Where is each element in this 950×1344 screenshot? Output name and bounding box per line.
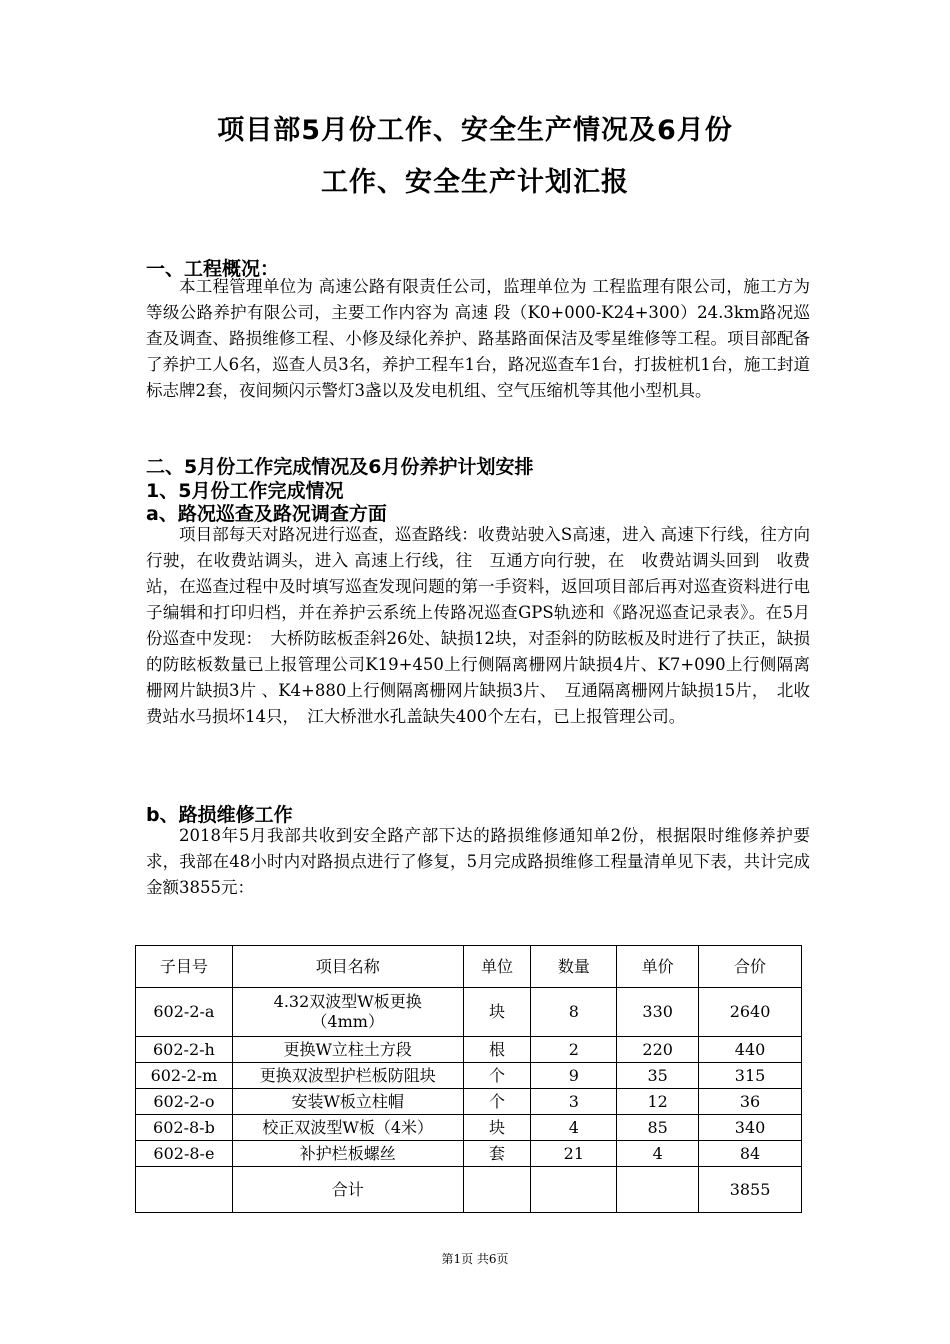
table-cell: 补护栏板螺丝 bbox=[232, 1141, 463, 1167]
table-cell bbox=[617, 1167, 699, 1213]
table-cell: 220 bbox=[617, 1037, 699, 1063]
subsection-a-heading: a、路况巡查及路况调查方面 bbox=[146, 503, 387, 525]
table-cell: 2640 bbox=[699, 988, 802, 1037]
subsection-b-heading: b、路损维修工作 bbox=[146, 804, 293, 826]
report-title-line-1: 项目部5月份工作、安全生产情况及6月份 bbox=[217, 115, 733, 146]
table-cell: 340 bbox=[699, 1115, 802, 1141]
table-cell: 校正双波型W板（4米） bbox=[232, 1115, 463, 1141]
column-header: 单位 bbox=[463, 946, 531, 988]
table-cell: 4 bbox=[531, 1115, 617, 1141]
table-cell bbox=[136, 1167, 233, 1213]
table-row bbox=[136, 1089, 802, 1115]
table-cell: 12 bbox=[617, 1089, 699, 1115]
table-row bbox=[136, 988, 802, 1037]
column-header: 单价 bbox=[617, 946, 699, 988]
repair-cost-table bbox=[135, 945, 802, 1213]
table-row bbox=[136, 1037, 802, 1063]
section-2-heading: 二、5月份工作完成情况及6月份养护计划安排 bbox=[146, 456, 534, 478]
total-value: 3855 bbox=[699, 1167, 802, 1213]
column-header: 子目号 bbox=[136, 946, 233, 988]
page-footer: 第1页 共6页 bbox=[441, 1252, 509, 1266]
table-cell: 84 bbox=[699, 1141, 802, 1167]
table-cell: 440 bbox=[699, 1037, 802, 1063]
table-cell: 85 bbox=[617, 1115, 699, 1141]
column-header: 数量 bbox=[531, 946, 617, 988]
table-row bbox=[136, 1115, 802, 1141]
table-header-row bbox=[136, 946, 802, 988]
table-cell: 个 bbox=[463, 1063, 531, 1089]
subsection-a-body: 项目部每天对路况进行巡查，巡查路线：收费站驶入S高速，进入 高速下行线，往方向行驶，在收费站调头，进入 高速上行线，往 互通方向行驶，在 收费站调头回到 收费站，在巡查过程中及时填写巡查发现问题的第一手资料，返回项目部后再对巡查资料进行电子编辑和打印归档，并在养护云系统上传路况巡查GPS轨迹和《路况巡查记录表》。在5月份巡查中发现： 大桥防眩板歪斜26处、缺损12块，对歪斜的防眩板及时进行了扶正，缺损的防眩板数量已上报管理公司K19+450上行侧隔离栅网片缺损4片、K7+090上行侧隔离栅网片缺损3片 、K4+880上行侧隔离栅网片缺损3片、 互通隔离栅网片缺损15片， 北收费站水马损坏14只， 江大桥泄水孔盖缺失400个左右，已上报管理公司。 bbox=[146, 525, 810, 726]
table-total-row bbox=[136, 1167, 802, 1213]
table-cell: 315 bbox=[699, 1063, 802, 1089]
table-cell: 8 bbox=[531, 988, 617, 1037]
column-header: 合价 bbox=[699, 946, 802, 988]
table-cell: 4.32双波型W板更换（4mm） bbox=[232, 988, 463, 1037]
table-cell: 9 bbox=[531, 1063, 617, 1089]
section-1-body: 本工程管理单位为 高速公路有限责任公司，监理单位为 工程监理有限公司，施工方为 等级公路养护有限公司，主要工作内容为 高速 段（K0+000-K24+300）24.3km路况巡查及调查、路损维修工程、小修及绿化养护、路基路面保洁及零星维修等工程。项目部配备了养护工人6名，巡查人员3名，养护工程车1台，路况巡查车1台，打拔桩机1台，施工封道标志牌2套，夜间频闪示警灯3盏以及发电机组、空气压缩机等其他小型机具。 bbox=[146, 277, 810, 400]
table-cell: 块 bbox=[463, 1115, 531, 1141]
table-row bbox=[136, 1141, 802, 1167]
table-cell: 21 bbox=[531, 1141, 617, 1167]
table-cell: 602-2-m bbox=[136, 1063, 233, 1089]
table-cell: 36 bbox=[699, 1089, 802, 1115]
subsection-1-heading: 1、5月份工作完成情况 bbox=[146, 480, 344, 502]
table-row bbox=[136, 1063, 802, 1089]
table-cell: 330 bbox=[617, 988, 699, 1037]
total-label: 合计 bbox=[232, 1167, 463, 1213]
table-cell: 块 bbox=[463, 988, 531, 1037]
table-cell: 602-2-o bbox=[136, 1089, 233, 1115]
table-cell: 602-2-h bbox=[136, 1037, 233, 1063]
table-cell: 个 bbox=[463, 1089, 531, 1115]
table-cell bbox=[463, 1167, 531, 1213]
report-title-line-2: 工作、安全生产计划汇报 bbox=[321, 167, 629, 198]
table-cell: 602-8-b bbox=[136, 1115, 233, 1141]
table-cell: 根 bbox=[463, 1037, 531, 1063]
subsection-b-body: 2018年5月我部共收到安全路产部下达的路损维修通知单2份，根据限时维修养护要求，我部在48小时内对路损点进行了修复，5月完成路损维修工程量清单见下表，共计完成金额3855元： bbox=[146, 826, 810, 897]
table-cell bbox=[531, 1167, 617, 1213]
table-cell: 安装W板立柱帽 bbox=[232, 1089, 463, 1115]
column-header: 项目名称 bbox=[232, 946, 463, 988]
table-cell: 602-8-e bbox=[136, 1141, 233, 1167]
table-cell: 更换W立柱土方段 bbox=[232, 1037, 463, 1063]
table-cell: 套 bbox=[463, 1141, 531, 1167]
table-cell: 3 bbox=[531, 1089, 617, 1115]
table-cell: 2 bbox=[531, 1037, 617, 1063]
section-1-heading: 一、工程概况： bbox=[146, 258, 280, 280]
table-cell: 4 bbox=[617, 1141, 699, 1167]
table-cell: 35 bbox=[617, 1063, 699, 1089]
table-cell: 602-2-a bbox=[136, 988, 233, 1037]
table-cell: 更换双波型护栏板防阻块 bbox=[232, 1063, 463, 1089]
